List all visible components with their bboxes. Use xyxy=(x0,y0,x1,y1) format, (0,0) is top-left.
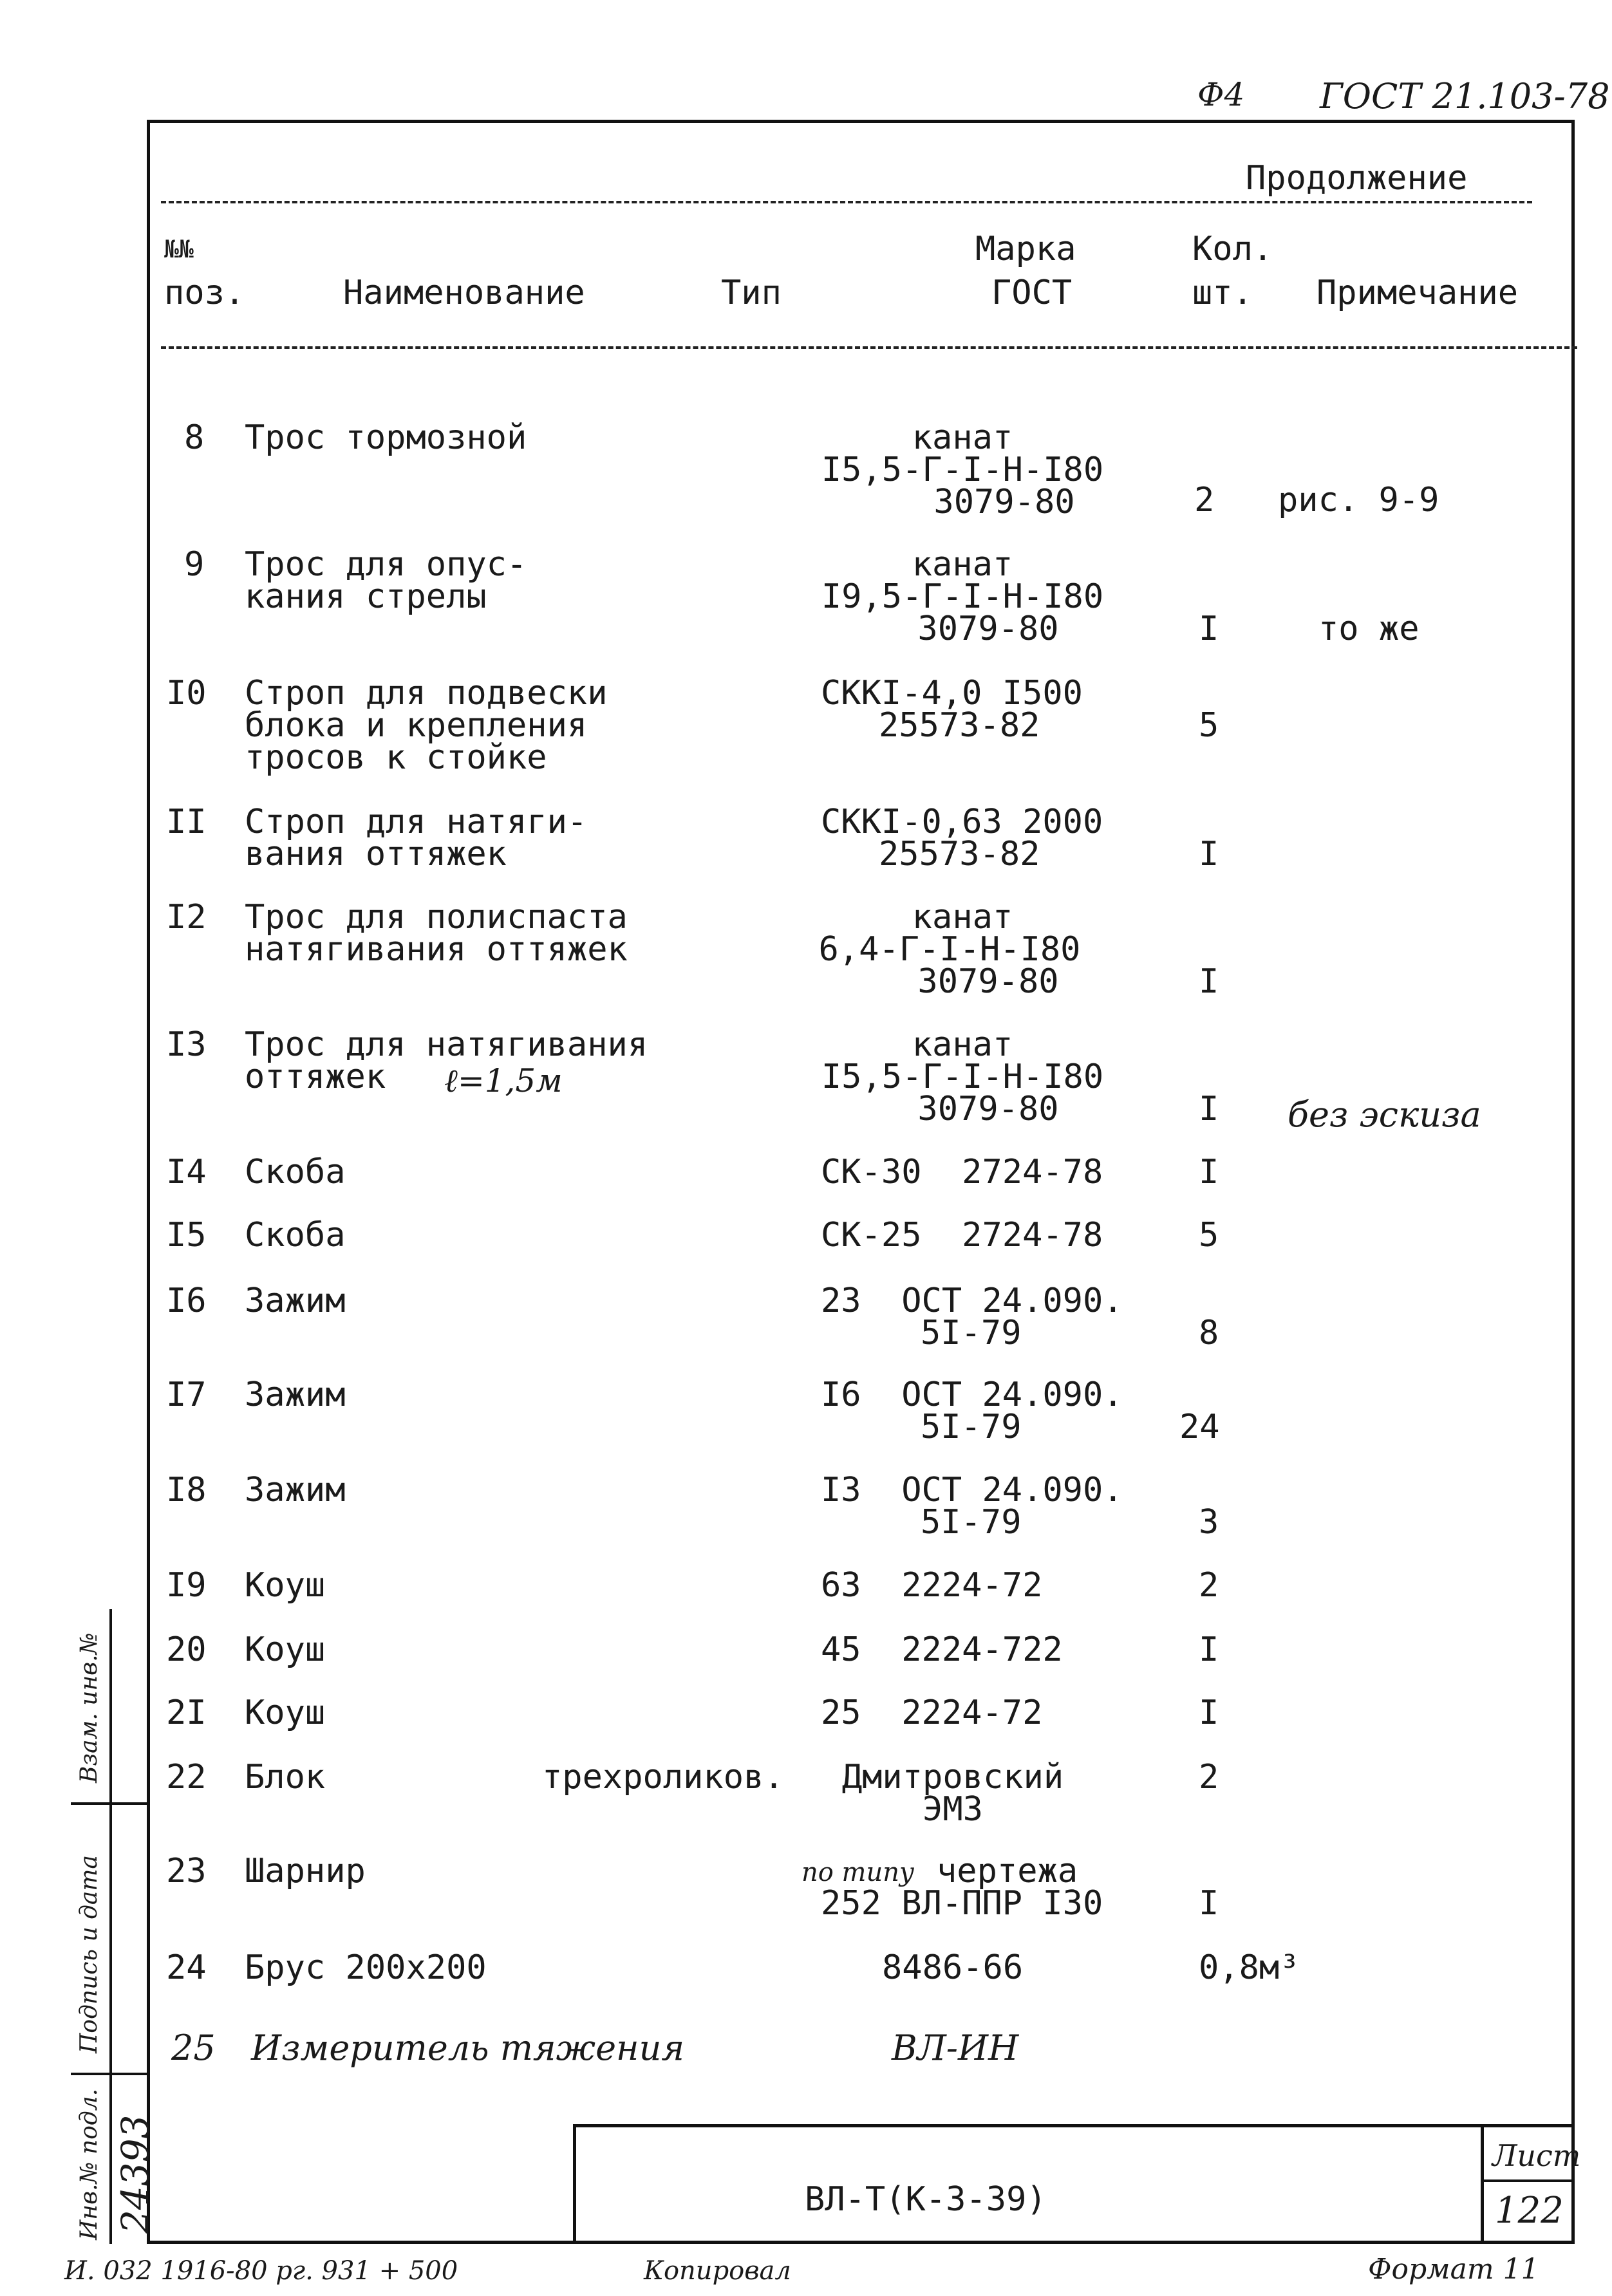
row-mark: I3 ОСТ 24.090. 5I-79 xyxy=(821,1471,1123,1542)
stamp-vzam-inv: Взам. инв.№ xyxy=(76,1632,102,1783)
row-note: рис. 9-9 xyxy=(1278,481,1439,519)
row-pos: I4 xyxy=(166,1153,207,1191)
row-name: Блок xyxy=(245,1758,326,1797)
row-note-handwritten: без эскиза xyxy=(1288,1094,1481,1135)
row-pos: I7 xyxy=(166,1376,207,1414)
sheet-number: 122 xyxy=(1495,2190,1564,2232)
sheet-label: Лист xyxy=(1492,2138,1581,2173)
handwritten-type-note: по типу xyxy=(801,1858,915,1887)
row-pos: I0 xyxy=(166,674,207,713)
row-pos: 23 xyxy=(166,1852,207,1890)
row-name: Трос для опус- кания стрелы xyxy=(245,545,527,616)
row-qty: I xyxy=(1199,1090,1219,1128)
col-note: Примечание xyxy=(1317,274,1519,312)
row-pos: I2 xyxy=(166,898,207,937)
stamp-divider xyxy=(71,2073,147,2075)
row-mark: 25 2224-72 xyxy=(821,1694,1043,1732)
col-qty: Кол. xyxy=(1192,230,1273,268)
stamp-sign-date: Подпись и дата xyxy=(76,1855,102,2053)
row-mark: СККI-0,63 2000 25573-82 xyxy=(821,803,1103,873)
row-qty: 2 xyxy=(1199,1758,1219,1797)
row-qty: I xyxy=(1199,962,1219,1001)
row-name: Трос тормозной xyxy=(245,418,527,457)
row-pos: 9 xyxy=(184,545,205,584)
stamp-inv-value: 24393 xyxy=(113,2114,157,2234)
col-mark: Марка xyxy=(975,230,1076,268)
row-pos: 24 xyxy=(166,1948,207,1987)
row-mark: СККI-4,0 I500 25573-82 xyxy=(821,674,1083,745)
row-pos: I5 xyxy=(166,1216,207,1255)
title-block xyxy=(573,2124,1575,2244)
row-pos: I9 xyxy=(166,1566,207,1605)
footer-copied: Копировал xyxy=(644,2256,791,2286)
row-qty: 5 xyxy=(1199,706,1219,745)
row-qty: I xyxy=(1199,1884,1219,1923)
row-mark: 63 2224-72 xyxy=(821,1566,1043,1605)
row-qty: I xyxy=(1199,1694,1219,1732)
row-name: Строп для подвески блока и крепления тросов к стойке xyxy=(245,674,608,777)
row-name: Зажим xyxy=(245,1282,346,1320)
row-qty: 24 xyxy=(1179,1408,1220,1446)
form-code: Ф4 xyxy=(1197,76,1245,113)
row-name: Трос для натягивания оттяжек xyxy=(245,1025,648,1096)
row-name: Скоба xyxy=(245,1216,346,1255)
row-pos: I8 xyxy=(166,1471,207,1509)
row-name: Измеритель тяжения xyxy=(251,2028,685,2068)
footer-archive-note: И. 032 1916-80 рг. 931 + 500 xyxy=(64,2256,458,2286)
row-mark: Дмитровский ЭМЗ xyxy=(841,1758,1064,1829)
row-mark: 8486-66 xyxy=(882,1948,1024,1987)
row-name: Трос для полиспаста натягивания оттяжек xyxy=(245,898,628,969)
header-divider-bottom xyxy=(161,346,1577,349)
col-qty-unit: шт. xyxy=(1192,274,1253,312)
row-type: трехроликов. xyxy=(542,1758,784,1797)
col-name: Наименование xyxy=(343,274,585,312)
row-mark: 23 ОСТ 24.090. 5I-79 xyxy=(821,1282,1123,1352)
footer-format: Формат 11 xyxy=(1368,2253,1539,2286)
row-qty: I xyxy=(1199,610,1219,648)
row-name: Зажим xyxy=(245,1376,346,1414)
row-name: Шарнир xyxy=(245,1852,366,1890)
row-name: Коуш xyxy=(245,1630,326,1669)
col-pos-top: №№ xyxy=(164,235,194,263)
row-pos: 25 xyxy=(171,2028,216,2068)
row-mark-line2: 252 ВЛ-ППР I30 xyxy=(821,1884,1103,1923)
row-name: Коуш xyxy=(245,1566,326,1605)
standard-reference: ГОСТ 21.103-78 xyxy=(1320,76,1610,117)
row-mark: СК-25 2724-78 xyxy=(821,1216,1103,1255)
row-pos: 8 xyxy=(184,418,205,457)
row-pos: I3 xyxy=(166,1025,207,1064)
row-note: то же xyxy=(1318,610,1420,648)
col-gost: ГОСТ xyxy=(991,274,1073,312)
row-qty: I xyxy=(1199,1153,1219,1191)
row-qty: 3 xyxy=(1199,1503,1219,1542)
row-qty: 5 xyxy=(1199,1216,1219,1255)
row-pos: 2I xyxy=(166,1694,207,1732)
row-mark: чертежа xyxy=(937,1852,1078,1890)
sheet-cell-divider xyxy=(1481,2179,1575,2182)
row-qty: 2 xyxy=(1199,1566,1219,1605)
row-qty: 0,8м³ xyxy=(1199,1948,1300,1987)
col-type: Тип xyxy=(721,274,782,312)
row-qty: I xyxy=(1199,1630,1219,1669)
row-mark: ВЛ-ИН xyxy=(892,2028,1019,2068)
stamp-divider xyxy=(71,1802,147,1805)
row-name: Брус 200х200 xyxy=(245,1948,487,1987)
row-qty: 2 xyxy=(1194,481,1215,519)
row-pos: 20 xyxy=(166,1630,207,1669)
row-mark: канат 6,4-Г-I-Н-I80 3079-80 xyxy=(818,898,1081,1001)
stamp-column-line xyxy=(109,1609,112,2244)
stamp-inv-no: Инв.№ подл. xyxy=(76,2088,102,2240)
row-name: Зажим xyxy=(245,1471,346,1509)
row-mark: канат I5,5-Г-I-Н-I80 3079-80 xyxy=(821,418,1104,521)
row-pos: I6 xyxy=(166,1282,207,1320)
header-divider-top xyxy=(161,201,1532,203)
row-mark: СК-30 2724-78 xyxy=(821,1153,1103,1191)
continuation-label: Продолжение xyxy=(1246,159,1468,198)
row-name: Скоба xyxy=(245,1153,346,1191)
handwritten-length-note: ℓ=1,5м xyxy=(444,1062,563,1099)
row-mark: канат I5,5-Г-I-Н-I80 3079-80 xyxy=(821,1025,1104,1128)
row-name: Строп для натяги- вания оттяжек xyxy=(245,803,588,873)
row-name: Коуш xyxy=(245,1694,326,1732)
row-qty: 8 xyxy=(1199,1314,1219,1352)
row-mark: канат I9,5-Г-I-Н-I80 3079-80 xyxy=(821,545,1104,648)
row-qty: I xyxy=(1199,835,1219,873)
row-pos: 22 xyxy=(166,1758,207,1797)
row-mark: I6 ОСТ 24.090. 5I-79 xyxy=(821,1376,1123,1446)
row-mark: 45 2224-722 xyxy=(821,1630,1063,1669)
drawing-designation: ВЛ-Т(К-3-39) xyxy=(805,2180,1047,2219)
col-pos: поз. xyxy=(164,274,245,312)
row-pos: II xyxy=(166,803,207,841)
